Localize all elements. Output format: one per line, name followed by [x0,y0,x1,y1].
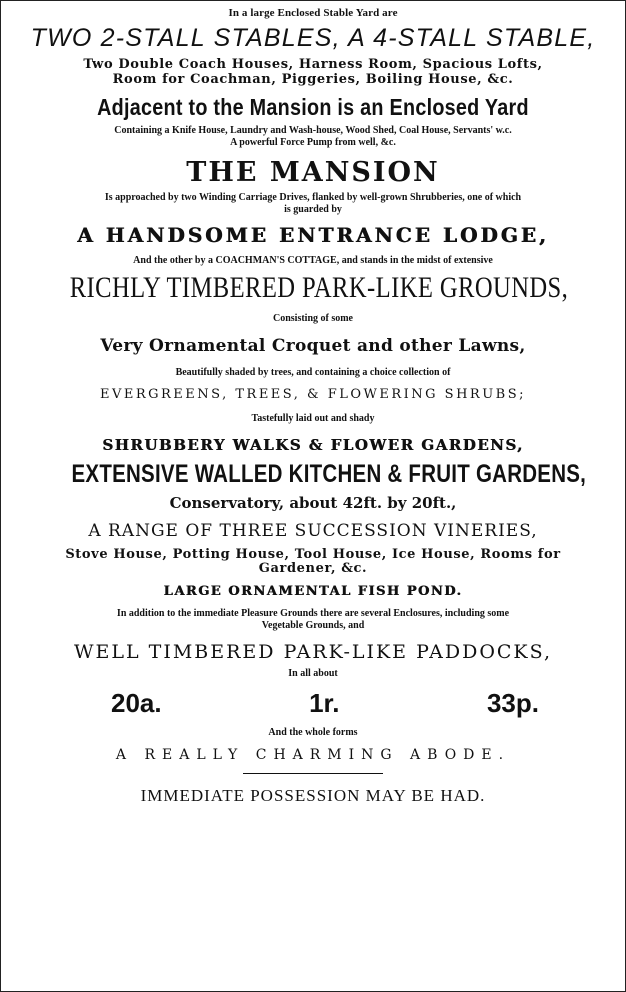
consisting-line: Consisting of some [272,313,353,325]
vegetable-grounds-line: Vegetable Grounds, and [261,620,365,632]
guarded-by-line: is guarded by [284,203,342,215]
heading-evergreens: EVERGREENS, TREES, & FLOWERING SHRUBS; [99,386,527,402]
heading-croquet-lawns: Very Ornamental Croquet and other Lawns, [100,336,526,357]
heading-fish-pond: LARGE ORNAMENTAL FISH POND. [163,584,463,600]
shaded-trees-line: Beautifully shaded by trees, and containing a choice collection of [175,366,451,378]
heading-paddocks: WELL TIMBERED PARK-LIKE PADDOCKS, [73,641,553,664]
in-all-about-line: In all about [288,668,338,680]
heading-vineries: A RANGE OF THREE SUCCESSION VINERIES, [88,520,538,541]
acres-value: 20a. [111,688,162,719]
heading-charming-abode: A REALLY CHARMING ABODE. [115,747,511,764]
immediate-possession-line: IMMEDIATE POSSESSION MAY BE HAD. [140,786,486,806]
perches-value: 33p. [486,688,539,719]
divider-rule [243,773,383,774]
carriage-drives-line: Is approached by two Winding Carriage Drives, flanked by well-grown Shrubberies, one of which [104,191,522,203]
coachman-cottage-line: And the other by a COACHMAN'S COTTAGE, and stands in the midst of extensive [133,254,493,266]
heading-entrance-lodge: A HANDSOME ENTRANCE LODGE, [77,222,549,247]
heading-enclosed-yard-wrap [15,94,611,120]
enclosures-line: In addition to the immediate Pleasure Grounds there are several Enclosures, including some [116,608,510,620]
gardener-line: Gardener, &c. [258,561,368,577]
area-measurements [15,688,611,719]
laid-out-line: Tastefully laid out and shady [251,412,375,424]
intro-stable-yard: In a large Enclosed Stable Yard are [228,7,398,19]
conservatory-line: Conservatory, about 42ft. by 20ft., [169,493,457,512]
heading-stables: TWO 2-STALL STABLES, A 4-STALL STABLE, [30,23,596,52]
coachman-line: Room for Coachman, Piggeries, Boiling House, &c. [112,72,514,88]
roods-value: 1r. [309,688,340,719]
stove-house-line: Stove House, Potting House, Tool House, Ice House, Rooms for [65,546,561,562]
heading-enclosed-yard: Adjacent to the Mansion is an Enclosed Yard [97,94,529,121]
coach-houses-line: Two Double Coach Houses, Harness Room, Spacious Lofts, [83,57,543,73]
heading-park-grounds-wrap [15,271,611,306]
force-pump-line: A powerful Force Pump from well, &c. [230,136,396,148]
heading-flower-gardens: SHRUBBERY WALKS & FLOWER GARDENS, [102,435,524,454]
whole-forms-line: And the whole forms [268,727,358,739]
heading-kitchen-gardens-wrap [15,460,611,489]
heading-park-grounds: RICHLY TIMBERED PARK-LIKE GROUNDS, [69,270,569,304]
heading-the-mansion: THE MANSION [186,156,440,188]
heading-kitchen-gardens: EXTENSIVE WALLED KITCHEN & FRUIT GARDENS, [71,459,587,488]
yard-contents: Containing a Knife House, Laundry and Wash-house, Wood Shed, Coal House, Servants' w.c. [114,124,512,136]
